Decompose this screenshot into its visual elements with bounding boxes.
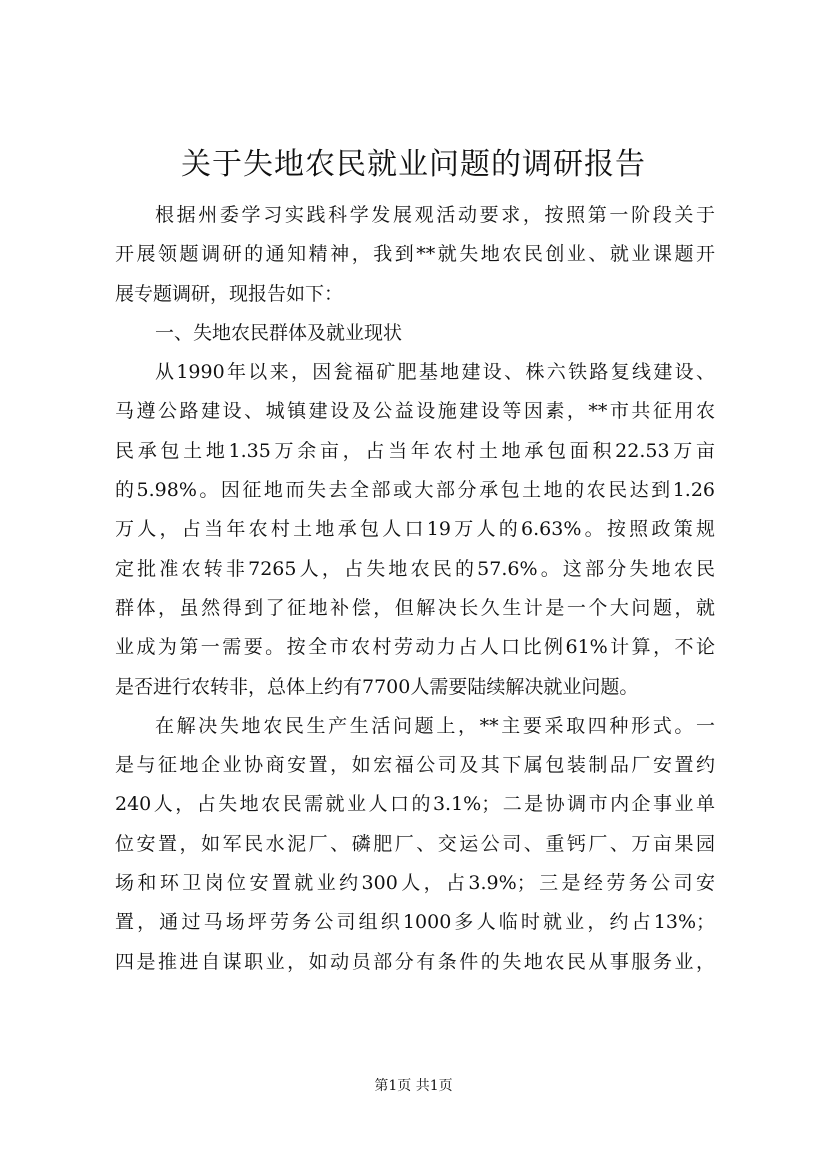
paragraph-line: 的5.98%。因征地而失去全部或大部分承包土地的农民达到1.26	[115, 479, 715, 502]
paragraph-line: 位安置，如军民水泥厂、磷肥厂、交运公司、重钙厂、万亩果园	[115, 832, 715, 855]
paragraph-line: 民承包土地1.35万余亩，占当年农村土地承包面积22.53万亩	[115, 439, 715, 462]
paragraph-line: 是与征地企业协商安置，如宏福公司及其下属包装制品厂安置约	[115, 754, 715, 777]
paragraph-line: 根据州委学习实践科学发展观活动要求，按照第一阶段关于	[155, 204, 715, 226]
paragraph-line: 四是推进自谋职业，如动员部分有条件的失地农民从事服务业，	[115, 950, 715, 973]
document-title: 关于失地农民就业问题的调研报告	[181, 147, 646, 182]
paragraph-line: 万人，占当年农村土地承包人口19万人的6.63%。按照政策规	[115, 518, 715, 541]
paragraph-line: 开展领题调研的通知精神，我到**就失地农民创业、就业课题开	[115, 243, 715, 266]
paragraph-line: 在解决失地农民生产生活问题上，**主要采取四种形式。一	[155, 714, 715, 737]
paragraph-line: 展专题调研，现报告如下：	[115, 282, 344, 305]
paragraph-line: 定批准农转非7265人，占失地农民的57.6%。这部分失地农民	[115, 557, 715, 580]
paragraph-line: 业成为第一需要。按全市农村劳动力占人口比例61%计算，不论	[115, 636, 715, 659]
paragraph-line: 从1990年以来，因瓮福矿肥基地建设、株六铁路复线建设、	[155, 361, 715, 384]
page-number-footer: 第1页 共1页	[374, 1078, 453, 1094]
paragraph-line: 马遵公路建设、城镇建设及公益设施建设等因素，**市共征用农	[115, 400, 715, 423]
paragraph-line: 场和环卫岗位安置就业约300人，占3.9%；三是经劳务公司安	[115, 872, 715, 895]
paragraph-line: 置，通过马场坪劳务公司组织1000多人临时就业，约占13%；	[115, 911, 715, 934]
document-body	[115, 196, 715, 982]
paragraph-line: 是否进行农转非，总体上约有7700人需要陆续解决就业问题。	[115, 675, 639, 698]
paragraph-line: 群体，虽然得到了征地补偿，但解决长久生计是一个大问题，就	[115, 596, 715, 619]
paragraph-line: 240人，占失地农民需就业人口的3.1%；二是协调市内企事业单	[115, 793, 715, 816]
section-heading: 一、失地农民群体及就业现状	[155, 321, 403, 344]
